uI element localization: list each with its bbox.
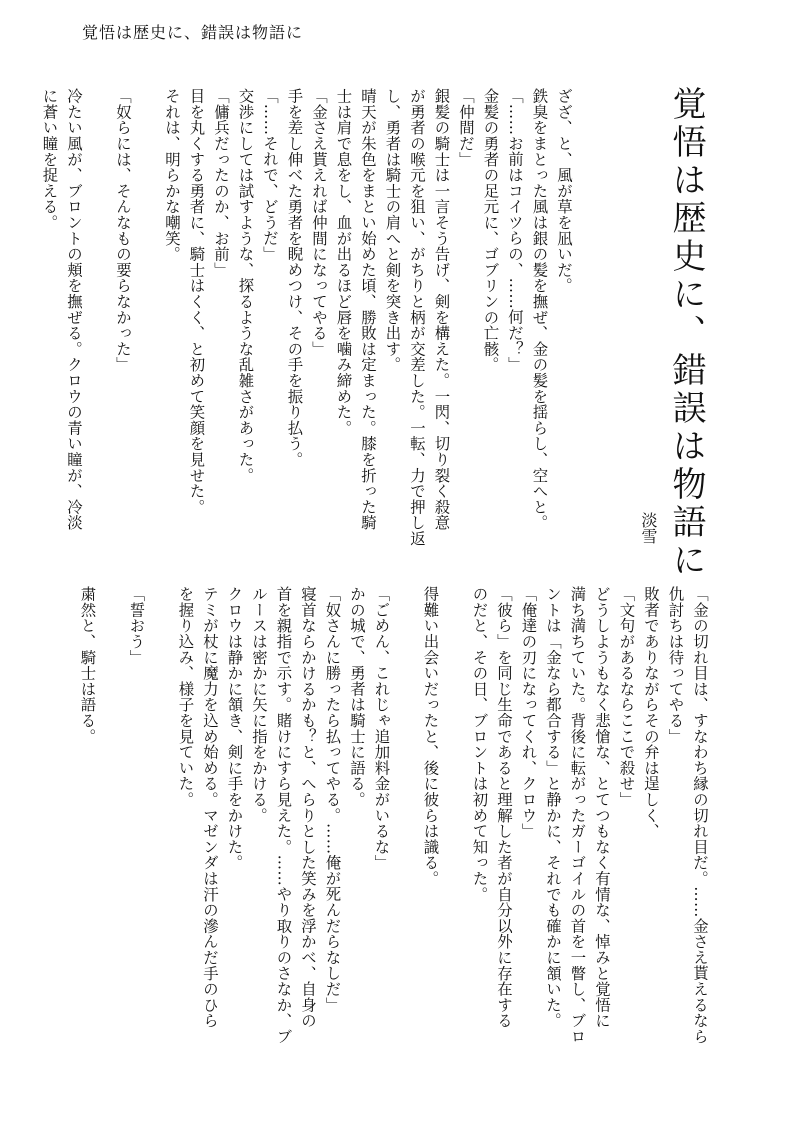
body-line: 「仲間だ」: [457, 88, 475, 167]
body-line: 「俺達の刃になってくれ、クロウ」: [519, 586, 538, 839]
body-line: 首を親指で示す。賭けにすら見えた。……やり取りのさなか、ブ: [274, 586, 293, 1045]
body-line: 「文句があるならここで殺せ」: [617, 586, 636, 808]
body-line: 満ち満ちていた。背後に転がったガーゴイルの首を一瞥し、ブロ: [568, 586, 587, 1045]
body-line: 冷たい風が、ブロントの頬を撫ぜる。クロウの青い瞳が、冷淡: [65, 88, 83, 531]
body-line: ざざ、と、風が草を凪いだ。: [555, 88, 573, 294]
body-line: 「誓おう」: [127, 586, 146, 665]
body-line: 仇討ちは待ってやる」: [666, 586, 685, 744]
body-line: を握り込み、様子を見ていた。: [176, 586, 195, 808]
paragraph-gap: [394, 586, 419, 1046]
body-line: 手を差し伸べた勇者を睨めつけ、その手を振り払う。: [285, 88, 304, 468]
body-line: 「金の切れ目は、すなわち縁の切れ目だ。……金さえ貰えるなら: [691, 586, 709, 1045]
body-line: 「金さえ貰えれば仲間になってやる」: [310, 88, 328, 357]
paragraph-gap: [86, 88, 111, 563]
body-line: 「彼ら」を同じ生命であると理解した者が自分以外に存在する: [495, 586, 513, 1029]
body-line: 晴天が朱色をまとい始めた頃、勝敗は定まった。膝を折った騎: [359, 88, 377, 531]
body-line: が勇者の喉元を狙い、がちりと柄が交差した。一転、力で押し返: [408, 88, 426, 547]
author-name: 淡雪: [639, 512, 658, 544]
body-line: 粛然と、騎士は語る。: [78, 586, 97, 744]
body-line: それは、明らかな嘲笑。: [163, 88, 181, 262]
body-line: 敗者でありながらその弁は逞しく、: [642, 586, 660, 839]
body-line: 鉄臭をまとった風は銀の髪を撫ぜ、金の髪を揺らし、空へと。: [530, 88, 549, 531]
body-line: 「……お前はコイツらの、……何だ？」: [506, 88, 524, 373]
story-title: 覚悟は歴史に、錯誤は物語に: [666, 86, 706, 580]
body-line: ルースは密かに矢に指をかける。: [250, 586, 268, 823]
body-line: 得難い出会いだったと、後に彼らは識る。: [421, 586, 440, 887]
body-line: かの城で、勇者は騎士に語る。: [348, 586, 366, 808]
body-line: 「……それで、どうだ」: [261, 88, 279, 262]
body-upper-block: [40, 88, 576, 563]
body-line: 銀髪の騎士は一言そう告げ、剣を構えた。一閃、切り裂く殺意: [432, 88, 451, 531]
body-line: し、勇者は騎士の肩へと剣を突き出す。: [383, 88, 402, 373]
body-line: 「傭兵だったのか、お前」: [212, 88, 230, 278]
body-lower-block: [78, 586, 712, 1046]
paragraph-gap: [443, 586, 468, 1046]
paragraph-gap: [149, 586, 174, 1046]
paragraph-gap: [100, 586, 125, 1046]
body-line: 「奴らには、そんなもの要らなかった」: [114, 88, 132, 373]
body-line: どうしようもなく悲愴な、とてつもなく有情な、悼みと覚悟に: [593, 586, 611, 1029]
body-line: 「ごめん、これじゃ追加料金がいるな」: [372, 586, 391, 871]
body-line: 交渉にしては試すような、探るような乱雑さがあった。: [236, 88, 255, 483]
body-line: テミが杖に魔力を込め始める。マゼンダは汗の滲んだ手のひら: [201, 586, 219, 1029]
body-line: 寝首ならかけるかも？と、へらりとした笑みを浮かべ、自身の: [299, 586, 317, 1029]
body-line: ントは「金なら都合する」と静かに、それでも確かに頷いた。: [544, 586, 562, 1029]
body-line: 「奴さんに勝ったら払ってやる。……俺が死んだらなしだ」: [323, 586, 342, 1013]
body-line: クロウは静かに頷き、剣に手をかけた。: [225, 586, 244, 871]
body-line: 金髪の勇者の足元に、ゴブリンの亡骸。: [481, 88, 500, 373]
body-line: のだと、その日、ブロントは初めて知った。: [470, 586, 489, 902]
body-line: 士は肩で息をし、血が出るほど唇を噛み締めた。: [334, 88, 353, 436]
body-line: に蒼い瞳を捉える。: [40, 88, 59, 231]
body-line: 目を丸くする勇者に、騎士はくく、と初めて笑顔を見せた。: [187, 88, 206, 515]
paragraph-gap: [135, 88, 160, 563]
running-header: 覚悟は歴史に、錯誤は物語に: [82, 23, 304, 42]
